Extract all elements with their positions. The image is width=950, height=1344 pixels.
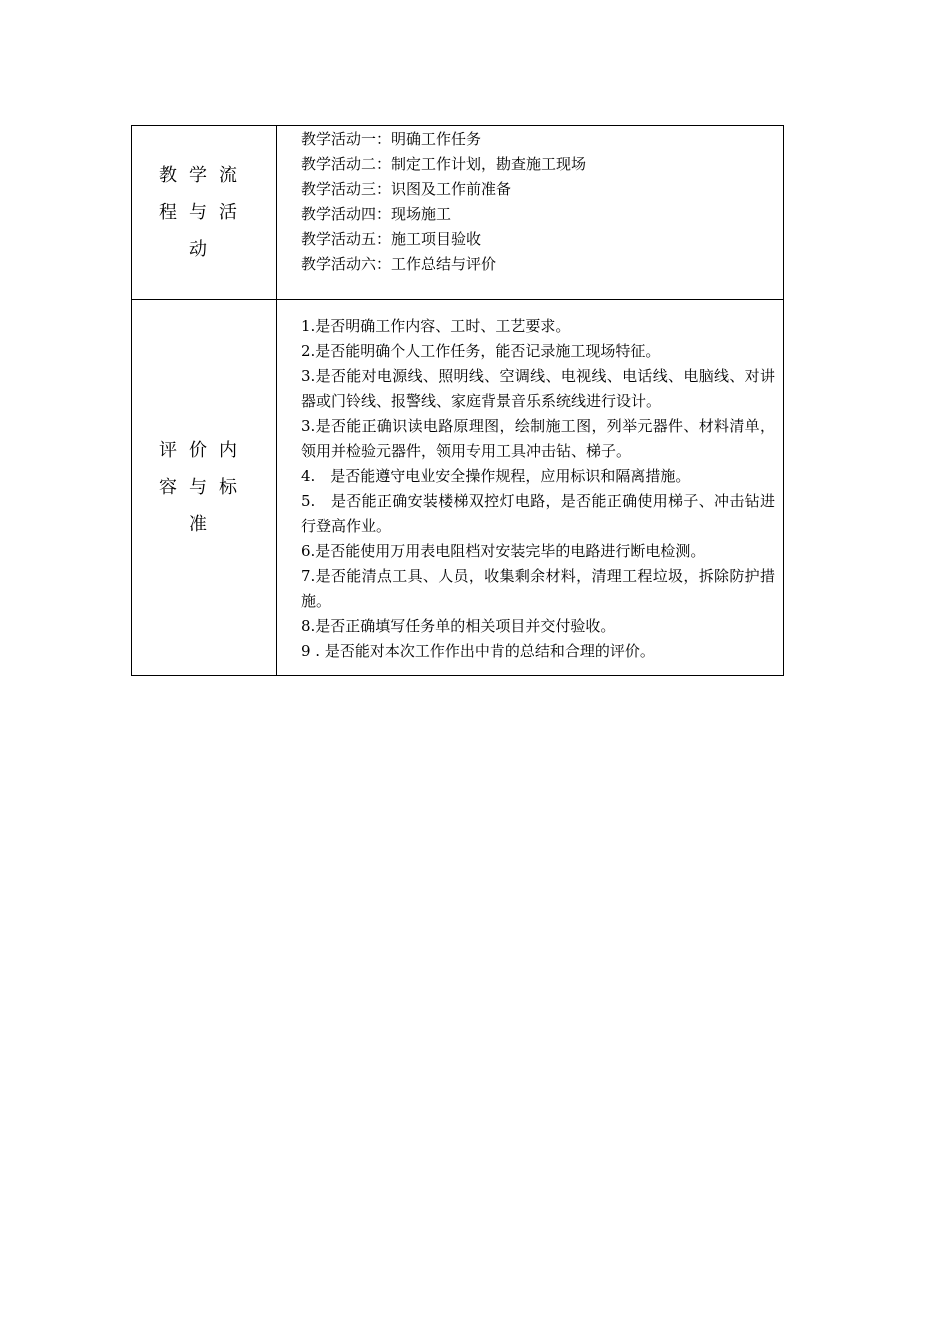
table-row-teaching-process bbox=[132, 126, 784, 300]
criteria-item: 6.是否能使用万用表电阻档对安装完毕的电路进行断电检测。 bbox=[301, 542, 706, 560]
criteria-item: 4. 是否能遵守电业安全操作规程，应用标识和隔离措施。 bbox=[301, 467, 691, 485]
table-row-evaluation bbox=[132, 300, 784, 676]
criteria-list bbox=[301, 300, 775, 664]
evaluation-table bbox=[131, 125, 784, 676]
criteria-item: 3.是否能对电源线、照明线、空调线、电视线、电话线、电脑线、对讲器或门铃线、报警线、家庭背景音乐系统线进行设计。 bbox=[301, 367, 775, 410]
label-cell-teaching-process bbox=[132, 126, 277, 300]
criteria-item: 1.是否明确工作内容、工时、工艺要求。 bbox=[301, 317, 571, 335]
activity-list bbox=[301, 126, 775, 277]
activity-item: 教学活动三：识图及工作前准备 bbox=[301, 180, 512, 198]
activity-item: 教学活动二：制定工作计划，勘查施工现场 bbox=[301, 155, 587, 173]
criteria-item: 7.是否能清点工具、人员，收集剩余材料，清理工程垃圾，拆除防护措施。 bbox=[301, 567, 775, 610]
content-cell-criteria bbox=[277, 300, 784, 676]
activity-item: 教学活动一：明确工作任务 bbox=[301, 130, 482, 148]
content-cell-activities bbox=[277, 126, 784, 300]
criteria-item: 3.是否能正确识读电路原理图，绘制施工图，列举元器件、材料清单，领用并检验元器件，领用专用工具冲击钻、梯子。 bbox=[301, 417, 775, 460]
label-cell-evaluation bbox=[132, 300, 277, 676]
activity-item: 教学活动五：施工项目验收 bbox=[301, 230, 482, 248]
activity-item: 教学活动六：工作总结与评价 bbox=[301, 255, 497, 273]
criteria-item: 8.是否正确填写任务单的相关项目并交付验收。 bbox=[301, 617, 616, 635]
criteria-item: 2.是否能明确个人工作任务，能否记录施工现场特征。 bbox=[301, 342, 661, 360]
criteria-item: 5. 是否能正确安装楼梯双控灯电路，是否能正确使用梯子、冲击钻进行登高作业。 bbox=[301, 492, 775, 535]
row-label-evaluation: 评价内容与标准 bbox=[159, 440, 249, 535]
criteria-item: 9 . 是否能对本次工作作出中肯的总结和合理的评价。 bbox=[301, 642, 655, 660]
activity-item: 教学活动四：现场施工 bbox=[301, 205, 452, 223]
row-label-teaching-process: 教学流程与活动 bbox=[159, 165, 249, 260]
